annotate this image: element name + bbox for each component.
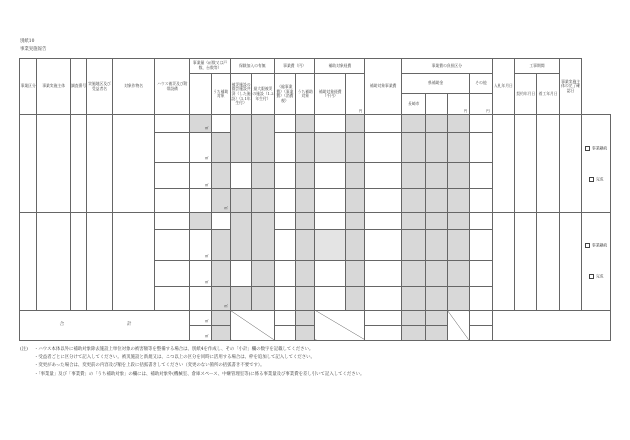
cell-burden-3[interactable] [447,286,469,310]
cell-scale[interactable] [190,212,211,229]
unit-sqm: ㎡ [204,126,209,131]
cell-category[interactable] [20,115,37,213]
cell-burden-4[interactable] [470,115,492,132]
cell-category[interactable] [20,212,37,310]
checkbox-icon [589,177,594,182]
col-burden-a3 [447,93,469,115]
note-line: ・ハウス本体以外に補助対象除去施設上単位対象の被害額等を整備する場合は、別紙4を作成し、その「小計」欄の数字を記載してください。 [34,347,314,352]
cell-ins-b[interactable] [252,260,274,286]
checkbox-icon [589,274,594,279]
cell-burden-4[interactable] [470,163,492,189]
cell-target-cost[interactable] [365,260,402,286]
col-cost-b: うち補助対象 [296,74,315,115]
col-start: 着工年月日 [537,74,559,115]
cell-scale-sub[interactable] [211,286,230,310]
cell-subsidy-a[interactable] [315,189,346,213]
cell-subsidy-a[interactable] [315,230,346,260]
cell-ins-a[interactable] [230,115,251,163]
cell-cost-b[interactable] [296,115,315,132]
cell-ins-a[interactable] [230,163,251,189]
cell-burden-1[interactable] [402,132,426,162]
cell-burden-3[interactable] [447,115,469,132]
cell-facility[interactable] [155,212,190,229]
cell-ins-a[interactable] [230,260,251,286]
cell-burden-4[interactable] [470,286,492,310]
cell-implementer[interactable] [37,212,71,310]
total-burden-1[interactable] [402,310,426,325]
total-cost-b[interactable] [296,310,315,325]
col-implementer: 事業実施主体 [37,59,71,115]
cell-scale[interactable] [190,163,211,189]
notes-tag: (注) [20,347,28,352]
cell-target-cost[interactable] [365,115,402,132]
cell-cost-b[interactable] [296,212,315,229]
cell-burden-3[interactable] [447,189,469,213]
cell-burden-1[interactable] [402,230,426,260]
cell-burden-3[interactable] [447,260,469,286]
cell-burden-1[interactable] [402,115,426,132]
total-scale-sub[interactable] [211,310,230,325]
unit-sqm: ㎡ [204,319,209,324]
cell-burden-2[interactable] [426,212,447,229]
total-burden-4[interactable] [470,310,492,325]
cell-scale[interactable] [190,286,211,310]
col-completed: 入札年月日 [492,59,514,115]
cell-finish[interactable] [559,212,581,310]
cell-ins-a[interactable] [230,189,251,213]
cell-scale[interactable] [190,260,211,286]
col-subsidy: 補助対象経費 [315,59,365,74]
unit-sqm: ㎡ [204,156,209,161]
status-complete[interactable]: 完成 [582,274,610,279]
cell-subsidy-b[interactable] [345,163,364,189]
cell-crop[interactable] [112,115,155,213]
cell-ins-a[interactable] [230,212,251,260]
cell-subsidy-a[interactable] [315,260,346,286]
cell-burden-3[interactable] [447,212,469,229]
total-burden-1[interactable] [402,325,426,340]
col-construction: 工事期間 [515,59,560,74]
total-subsidy-diag [315,310,365,340]
cell-burden-2[interactable] [426,230,447,260]
total-burden-2[interactable] [426,310,447,325]
col-cost-a: （総事業費）（事業費）（消費税） [274,74,295,115]
cell-facility[interactable] [155,260,190,286]
cell-scale[interactable] [190,230,211,260]
col-burden-a-sub: 長崎市 [402,93,426,115]
notes [20,346,610,379]
cell-cost-a[interactable] [274,212,295,229]
cell-target-cost[interactable] [365,189,402,213]
col-facility: ハウス被災及び附帯設備 [155,59,190,115]
cell-facility[interactable] [155,189,190,213]
cell-ins-a[interactable] [230,286,251,310]
note-line: ・受益者ごとに区分けて記入してください。被災施設と新規又は、こつ以上の区分を同時に活用する場合は、枠を追加して記入してください。 [34,355,315,361]
cell-burden-4[interactable] [470,260,492,286]
cell-burden-4[interactable] [470,212,492,229]
cell-facility[interactable] [155,163,190,189]
cell-burden-1[interactable] [402,212,426,229]
cell-target-cost[interactable] [365,286,402,310]
cell-subsidy-b[interactable] [345,260,364,286]
total-burden-diag [447,310,469,340]
cell-survey-no[interactable] [70,212,86,310]
form-title: 事業実施報告 [20,47,47,52]
cell-contract[interactable] [515,212,537,310]
total-blank [492,310,610,340]
unit-sqm: ㎡ [204,254,209,259]
checkbox-icon [585,243,590,248]
cell-subsidy-a[interactable] [315,286,346,310]
cell-implementer[interactable] [37,115,71,213]
cell-burden-1[interactable] [402,286,426,310]
col-scale-total [190,74,211,115]
total-scale-sub[interactable] [211,325,230,340]
col-burden-b-unit [470,93,492,115]
col-crop: 対象作物名 [112,59,155,115]
cell-subsidy-b[interactable] [345,286,364,310]
cell-scale-sub[interactable] [211,189,230,213]
col-burden-a: 県補助金 [402,74,470,94]
total-cost-b[interactable] [296,325,315,340]
cell-subsidy-a[interactable] [315,163,346,189]
cell-cost-a[interactable] [274,115,295,132]
col-survey-no: 調査番号 [70,59,86,115]
total-cost-a[interactable] [274,310,295,325]
col-target-cost: 補助対象事業費 [365,59,402,115]
cell-subsidy-a[interactable] [315,212,346,229]
cell-area[interactable] [87,212,112,310]
col-deadline: 事業実施主体の完了確認日 [559,59,581,115]
cell-scale[interactable] [190,132,211,162]
total-row-label: 合 計 [20,310,190,340]
cell-target-cost[interactable] [365,132,402,162]
cell-burden-2[interactable] [426,189,447,213]
cell-ins-b[interactable] [252,163,274,189]
cell-burden-1[interactable] [402,189,426,213]
unit-sqm: ㎡ [224,303,228,308]
cell-burden-2[interactable] [426,163,447,189]
total-scale[interactable] [190,310,211,325]
unit-yen: 円 [486,108,490,113]
cell-facility[interactable] [155,230,190,260]
cell-cost-b[interactable] [296,230,315,260]
cell-target-cost[interactable] [365,163,402,189]
cell-ins-b[interactable] [252,189,274,213]
col-scale-sub: うち補助対象 [211,74,230,115]
cell-cost-a[interactable] [274,163,295,189]
cell-completed[interactable] [492,115,514,213]
cell-scale[interactable] [190,189,211,213]
unit-sqm: ㎡ [224,206,228,211]
cell-ins-b[interactable] [252,115,274,163]
col-burden: 事業費の負担区分 [402,59,493,74]
cell-survey-no[interactable] [70,115,86,213]
cell-cost-a[interactable] [274,132,295,162]
cell-start[interactable] [537,115,559,213]
cell-burden-1[interactable] [402,163,426,189]
cell-cost-a[interactable] [274,189,295,213]
cell-target-cost[interactable] [365,212,402,229]
cell-burden-3[interactable] [447,230,469,260]
status-continue[interactable]: 事業継続 [582,146,610,151]
col-category: 事業区分 [20,59,37,115]
col-area: 実施地区及び受益者名 [87,59,112,115]
col-subsidy-unit [345,74,364,115]
cell-scale-sub[interactable] [211,260,230,286]
cell-finish[interactable] [559,115,581,213]
col-ins-b: 最大限被災の施設（1.2年生付） [252,74,274,115]
unit-sqm: ㎡ [204,334,209,339]
cell-target-cost[interactable] [365,230,402,260]
col-burden-a2 [426,93,447,115]
cell-burden-2[interactable] [426,260,447,286]
col-ins-a: 被災施設の園芸施設共済（した施設）（1.1年生付） [230,74,251,115]
cell-burden-4[interactable] [470,132,492,162]
cell-area[interactable] [87,115,112,213]
cell-cost-a[interactable] [274,260,295,286]
cell-scale-sub[interactable] [211,163,230,189]
cell-crop[interactable] [112,212,155,310]
form-number: 別紙10 [20,39,35,44]
cell-completed[interactable] [492,212,514,310]
cell-contract[interactable] [515,115,537,213]
col-subsidy-a: 補助対象経費（千円） [315,74,346,115]
cell-ins-b[interactable] [252,212,274,260]
cell-facility[interactable] [155,115,190,132]
col-scale: 事業量（㎡数又は戸数、台数等） [190,59,231,74]
cell-scale-sub[interactable] [211,115,230,132]
total-burden-2[interactable] [426,325,447,340]
cell-subsidy-b[interactable] [345,132,364,162]
cell-subsidy-b[interactable] [345,212,364,229]
cell-burden-2[interactable] [426,132,447,162]
note-line: ・「事業量」及び「事業費」の「うち補助対象」の欄には、補助対象外(機械室、倉庫スペース、中継管理室等)に係る事業量及び事業費を差し引いて記入してください。 [34,371,365,377]
status-complete[interactable]: 完成 [582,177,610,182]
cell-start[interactable] [537,212,559,310]
cell-cost-b[interactable] [296,286,315,310]
unit-yen: 円 [358,108,363,113]
total-target-cost[interactable] [365,325,402,340]
cell-cost-a[interactable] [274,230,295,260]
total-cost-a[interactable] [274,325,295,340]
col-insurance: 保険加入の有無 [230,59,274,74]
cell-facility[interactable] [155,132,190,162]
cell-burden-3[interactable] [447,163,469,189]
cell-scale-sub[interactable] [211,212,230,229]
cell-burden-2[interactable] [426,286,447,310]
cell-cost-b[interactable] [296,163,315,189]
cell-ins-b[interactable] [252,286,274,310]
cell-burden-3[interactable] [447,132,469,162]
col-cost: 事業費（円） [274,59,315,74]
cell-cost-b[interactable] [296,132,315,162]
col-contract: 契約年月日 [515,74,537,115]
cell-cost-b[interactable] [296,260,315,286]
col-burden-b: その他 [470,74,492,94]
cell-burden-1[interactable] [402,260,426,286]
cell-subsidy-a[interactable] [315,132,346,162]
note-line: ・変更があった場合は、変更前の内容及び額を上段に括弧書きしてください（変更のない箇所の括弧書き不要です）。 [34,363,265,369]
total-burden-4[interactable] [470,325,492,340]
cell-cost-b[interactable] [296,189,315,213]
cell-subsidy-b[interactable] [345,230,364,260]
unit-sqm: ㎡ [204,280,209,285]
cell-scale-sub[interactable] [211,132,230,162]
cell-cost-a[interactable] [274,286,295,310]
report-table [19,58,611,341]
unit-yen: 円 [463,108,468,113]
checkbox-icon [585,146,590,151]
unit-sqm: ㎡ [204,182,209,187]
cell-subsidy-b[interactable] [345,189,364,213]
cell-burden-4[interactable] [470,189,492,213]
status-continue[interactable]: 事業継続 [582,243,610,248]
cell-scale-sub[interactable] [211,230,230,260]
cell-facility[interactable] [155,286,190,310]
cell-burden-2[interactable] [426,115,447,132]
cell-subsidy-a[interactable] [315,115,346,132]
cell-scale[interactable] [190,115,211,132]
cell-subsidy-b[interactable] [345,115,364,132]
total-ins-diag [230,310,274,340]
cell-burden-4[interactable] [470,230,492,260]
total-scale[interactable] [190,325,211,340]
cell-status [582,212,611,310]
cell-status [582,115,611,213]
total-target-cost[interactable] [365,310,402,325]
